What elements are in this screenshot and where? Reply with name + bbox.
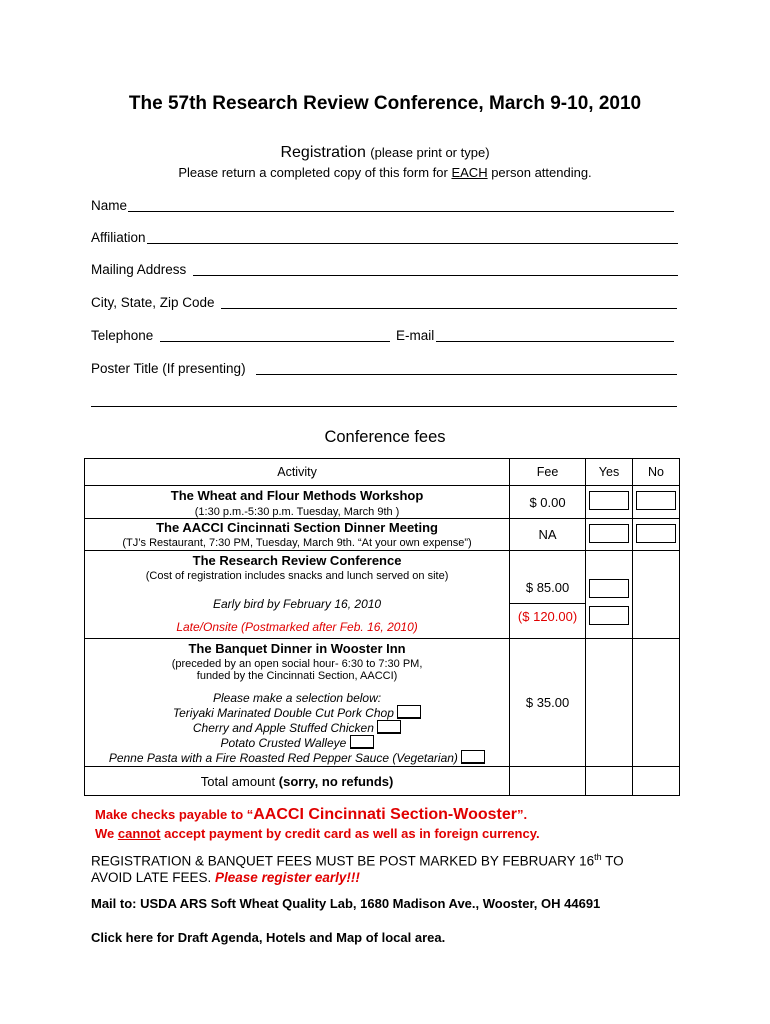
dinner-meeting-fee: NA bbox=[510, 519, 586, 551]
total-label-cell bbox=[85, 767, 510, 796]
checks-payable-end: ”. bbox=[516, 807, 528, 822]
dinner-yes-cell bbox=[586, 519, 633, 551]
banquet-row bbox=[85, 639, 680, 767]
option-chicken-checkbox[interactable] bbox=[377, 720, 401, 734]
banquet-option-chicken bbox=[85, 720, 509, 735]
mail-to: Mail to: USDA ARS Soft Wheat Quality Lab, 1680 Madison Ave., Wooster, OH 44691 bbox=[91, 896, 601, 911]
option-chicken-label: Cherry and Apple Stuffed Chicken bbox=[192, 721, 374, 735]
dinner-no-cell bbox=[633, 519, 680, 551]
deadline-sup: th bbox=[594, 852, 602, 862]
instruction-text: Please return a completed copy of this form for bbox=[178, 165, 452, 180]
city-state-zip-field[interactable] bbox=[221, 308, 677, 309]
total-row bbox=[85, 767, 680, 796]
registration-note: (please print or type) bbox=[370, 145, 490, 160]
telephone-label: Telephone bbox=[91, 328, 154, 343]
draft-agenda-link[interactable]: Click here for Draft Agenda, Hotels and Map of local area. bbox=[91, 930, 446, 945]
workshop-yes-cell bbox=[586, 486, 633, 519]
dinner-meeting-title: The AACCI Cincinnati Section Dinner Meeting bbox=[156, 520, 439, 535]
option-walleye-label: Potato Crusted Walleye bbox=[220, 736, 347, 750]
dinner-yes-checkbox[interactable] bbox=[589, 524, 629, 543]
mailing-address-field[interactable] bbox=[193, 275, 678, 276]
workshop-no-cell bbox=[633, 486, 680, 519]
early-bird-fee: $ 85.00 bbox=[510, 577, 585, 604]
early-bird-checkbox[interactable] bbox=[589, 579, 629, 598]
mailing-address-label: Mailing Address bbox=[91, 262, 187, 277]
col-fee: Fee bbox=[510, 459, 586, 486]
review-detail: (Cost of registration includes snacks and lunch served on site) bbox=[145, 570, 449, 582]
banquet-activity bbox=[85, 639, 510, 767]
instruction-each: EACH bbox=[451, 165, 488, 180]
workshop-title: The Wheat and Flour Methods Workshop bbox=[170, 488, 424, 503]
banquet-prompt: Please make a selection below: bbox=[213, 691, 382, 705]
total-amount-cell[interactable] bbox=[510, 767, 586, 796]
banquet-title: The Banquet Dinner in Wooster Inn bbox=[188, 641, 406, 656]
poster-title-label: Poster Title (If presenting) bbox=[91, 361, 246, 376]
option-pork-label: Teriyaki Marinated Double Cut Pork Chop bbox=[172, 706, 394, 720]
registration-instruction bbox=[0, 165, 770, 180]
review-row bbox=[85, 551, 680, 639]
dinner-meeting-activity bbox=[85, 519, 510, 551]
banquet-yes-cell bbox=[586, 639, 633, 767]
email-field[interactable] bbox=[436, 341, 674, 342]
option-pork-checkbox[interactable] bbox=[397, 705, 421, 719]
col-activity: Activity bbox=[85, 459, 510, 486]
deadline-late-fees: AVOID LATE FEES. bbox=[91, 870, 216, 885]
workshop-activity bbox=[85, 486, 510, 519]
review-no-cell bbox=[633, 551, 680, 639]
review-title: The Research Review Conference bbox=[192, 553, 402, 568]
form-title: The 57th Research Review Conference, March 9-10, 2010 bbox=[128, 93, 642, 114]
review-yes-cell bbox=[586, 551, 633, 639]
col-no: No bbox=[633, 459, 680, 486]
fees-heading: Conference fees bbox=[324, 428, 446, 446]
early-bird-label: Early bird by February 16, 2010 bbox=[213, 597, 382, 611]
no-credit-note bbox=[95, 826, 540, 841]
review-fees-cell bbox=[510, 551, 586, 639]
deadline-line-2 bbox=[91, 870, 360, 885]
late-onsite-label: Late/Onsite (Postmarked after Feb. 16, 2010) bbox=[176, 620, 418, 634]
register-early: Please register early!!! bbox=[215, 870, 360, 885]
poster-title-field[interactable] bbox=[256, 374, 677, 375]
late-onsite-fee: ($ 120.00) bbox=[517, 609, 578, 624]
total-label: Total amount bbox=[200, 773, 279, 789]
deadline-text: REGISTRATION & BANQUET FEES MUST BE POST MARKED BY FEBRUARY 16 bbox=[91, 853, 595, 869]
email-label: E-mail bbox=[396, 328, 435, 343]
payee-name: AACCI Cincinnati Section-Wooster bbox=[253, 806, 517, 823]
telephone-field[interactable] bbox=[160, 341, 390, 342]
total-yes-cell bbox=[586, 767, 633, 796]
banquet-detail-2: funded by the Cincinnati Section, AACCI) bbox=[196, 670, 398, 682]
deadline-text-end: TO bbox=[601, 853, 624, 869]
total-no-cell bbox=[633, 767, 680, 796]
banquet-fee: $ 35.00 bbox=[510, 639, 586, 767]
no-credit-we: We bbox=[95, 826, 118, 841]
registration-heading bbox=[0, 144, 770, 162]
fees-table bbox=[84, 458, 680, 796]
banquet-option-pasta bbox=[85, 750, 509, 765]
option-walleye-checkbox[interactable] bbox=[350, 735, 374, 749]
option-pasta-label: Penne Pasta with a Fire Roasted Red Pepper Sauce (Vegetarian) bbox=[108, 751, 458, 765]
option-pasta-checkbox[interactable] bbox=[461, 750, 485, 764]
registration-label: Registration bbox=[280, 144, 366, 161]
checks-payable-text: Make checks payable to “ bbox=[95, 807, 254, 822]
review-activity bbox=[85, 551, 510, 639]
workshop-no-checkbox[interactable] bbox=[636, 491, 676, 510]
fees-header-row bbox=[85, 459, 680, 486]
name-label: Name bbox=[91, 198, 128, 213]
affiliation-label: Affiliation bbox=[91, 230, 146, 245]
dinner-meeting-row bbox=[85, 519, 680, 551]
name-field[interactable] bbox=[128, 211, 674, 212]
affiliation-field[interactable] bbox=[147, 243, 678, 244]
no-credit-cannot: cannot bbox=[117, 826, 161, 841]
city-state-zip-label: City, State, Zip Code bbox=[91, 295, 215, 310]
dinner-meeting-detail: (TJ’s Restaurant, 7:30 PM, Tuesday, March 9th. “At your own expense”) bbox=[122, 537, 472, 549]
no-credit-text: accept payment by credit card as well as in foreign currency. bbox=[160, 826, 540, 841]
late-onsite-checkbox[interactable] bbox=[589, 606, 629, 625]
deadline-line-1 bbox=[91, 852, 624, 869]
banquet-option-walleye bbox=[85, 735, 509, 750]
workshop-detail: (1:30 p.m.-5:30 p.m. Tuesday, March 9th ) bbox=[194, 506, 400, 518]
poster-title-field-line2[interactable] bbox=[91, 406, 677, 407]
total-note: (sorry, no refunds) bbox=[278, 773, 394, 789]
workshop-row bbox=[85, 486, 680, 519]
banquet-detail-1: (preceded by an open social hour- 6:30 to 7:30 PM, bbox=[171, 658, 423, 670]
banquet-option-pork bbox=[85, 705, 509, 720]
workshop-fee: $ 0.00 bbox=[510, 486, 586, 519]
workshop-yes-checkbox[interactable] bbox=[589, 491, 629, 510]
instruction-text-end: person attending. bbox=[487, 165, 592, 180]
dinner-no-checkbox[interactable] bbox=[636, 524, 676, 543]
col-yes: Yes bbox=[586, 459, 633, 486]
banquet-no-cell bbox=[633, 639, 680, 767]
checks-payable bbox=[95, 806, 527, 824]
